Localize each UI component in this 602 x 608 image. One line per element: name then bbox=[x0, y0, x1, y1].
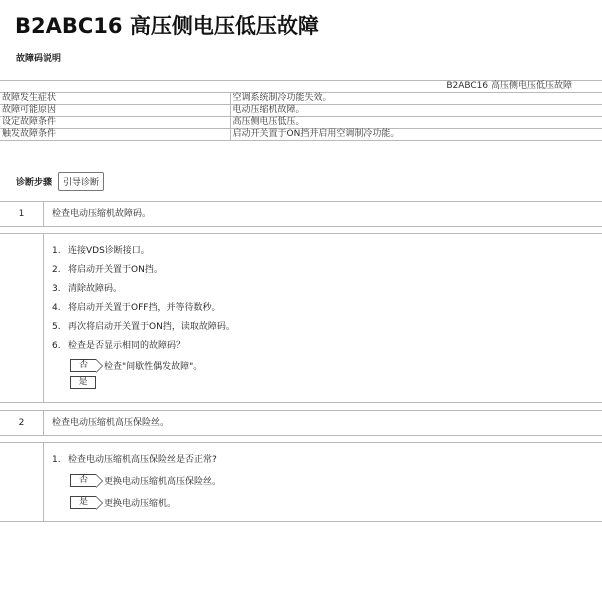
item-text: 检查是否显示相同的故障码？ bbox=[68, 341, 186, 351]
step-2-body bbox=[0, 442, 602, 522]
item-number: 1. bbox=[52, 246, 61, 256]
step-title: 检查电动压缩机高压保险丝。 bbox=[52, 418, 170, 428]
item-text: 将启动开关置于ON挡。 bbox=[68, 265, 163, 275]
step-number: 2 bbox=[0, 411, 44, 435]
list-item bbox=[52, 451, 217, 470]
step-1-instructions bbox=[52, 242, 235, 356]
yes-tag[interactable]: 是 bbox=[70, 496, 96, 509]
dtc-info-table bbox=[0, 80, 602, 141]
row-label: 故障可能原因 bbox=[0, 105, 230, 117]
step-1-yes-branch bbox=[70, 376, 96, 389]
list-item bbox=[52, 261, 235, 280]
guided-diagnosis-button[interactable]: 引导诊断 bbox=[58, 172, 104, 191]
item-text: 将启动开关置于OFF挡，并等待数秒。 bbox=[68, 303, 221, 313]
step-title: 检查电动压缩机故障码。 bbox=[52, 209, 152, 219]
step-2-no-branch bbox=[70, 474, 221, 487]
list-item bbox=[52, 299, 235, 318]
list-item bbox=[52, 280, 235, 299]
item-number: 6. bbox=[52, 341, 61, 351]
step-2-header bbox=[0, 410, 602, 436]
step-2-instructions bbox=[52, 451, 217, 470]
row-label: 设定故障条件 bbox=[0, 117, 230, 129]
table-row bbox=[0, 129, 602, 141]
dtc-code-header: B2ABC16 高压侧电压低压故障 bbox=[0, 81, 602, 93]
table-row bbox=[0, 105, 602, 117]
yes-tag[interactable]: 是 bbox=[70, 376, 96, 389]
yes-action-text: 更换电动压缩机。 bbox=[104, 499, 177, 509]
diagnosis-label: 诊断步骤 bbox=[16, 178, 53, 188]
row-value: 启动开关置于ON挡并启用空调制冷功能。 bbox=[230, 129, 602, 141]
item-number: 2. bbox=[52, 265, 61, 275]
table-row bbox=[0, 117, 602, 129]
step-1-header bbox=[0, 201, 602, 227]
item-text: 再次将启动开关置于ON挡，读取故障码。 bbox=[68, 322, 235, 332]
row-label: 触发故障条件 bbox=[0, 129, 230, 141]
no-tag[interactable]: 否 bbox=[70, 474, 96, 487]
step-number: 1 bbox=[0, 202, 44, 226]
item-number: 5. bbox=[52, 322, 61, 332]
step-2-yes-branch bbox=[70, 496, 176, 509]
list-item bbox=[52, 242, 235, 261]
item-number: 4. bbox=[52, 303, 61, 313]
step-1-body bbox=[0, 233, 602, 403]
diagnosis-bar bbox=[16, 172, 104, 191]
no-action-text: 检查"间歇性偶发故障"。 bbox=[104, 362, 203, 372]
table-row bbox=[0, 93, 602, 105]
step-left-column bbox=[0, 234, 44, 402]
item-number: 1. bbox=[52, 455, 61, 465]
item-number: 3. bbox=[52, 284, 61, 294]
row-value: 电动压缩机故障。 bbox=[230, 105, 602, 117]
step-1-no-branch bbox=[70, 359, 202, 372]
item-text: 检查电动压缩机高压保险丝是否正常? bbox=[68, 455, 217, 465]
list-item bbox=[52, 337, 235, 356]
dtc-table-header-row bbox=[0, 81, 602, 93]
item-text: 连接VDS诊断接口。 bbox=[68, 246, 150, 256]
list-item bbox=[52, 318, 235, 337]
item-text: 清除故障码。 bbox=[68, 284, 123, 294]
no-action-text: 更换电动压缩机高压保险丝。 bbox=[104, 477, 222, 487]
no-tag[interactable]: 否 bbox=[70, 359, 96, 372]
row-value: 空调系统制冷功能失效。 bbox=[230, 93, 602, 105]
row-label: 故障发生症状 bbox=[0, 93, 230, 105]
step-left-column bbox=[0, 443, 44, 521]
row-value: 高压侧电压低压。 bbox=[230, 117, 602, 129]
section-subtitle: 故障码说明 bbox=[16, 54, 62, 64]
page-title: B2ABC16 高压侧电压低压故障 bbox=[15, 14, 319, 38]
